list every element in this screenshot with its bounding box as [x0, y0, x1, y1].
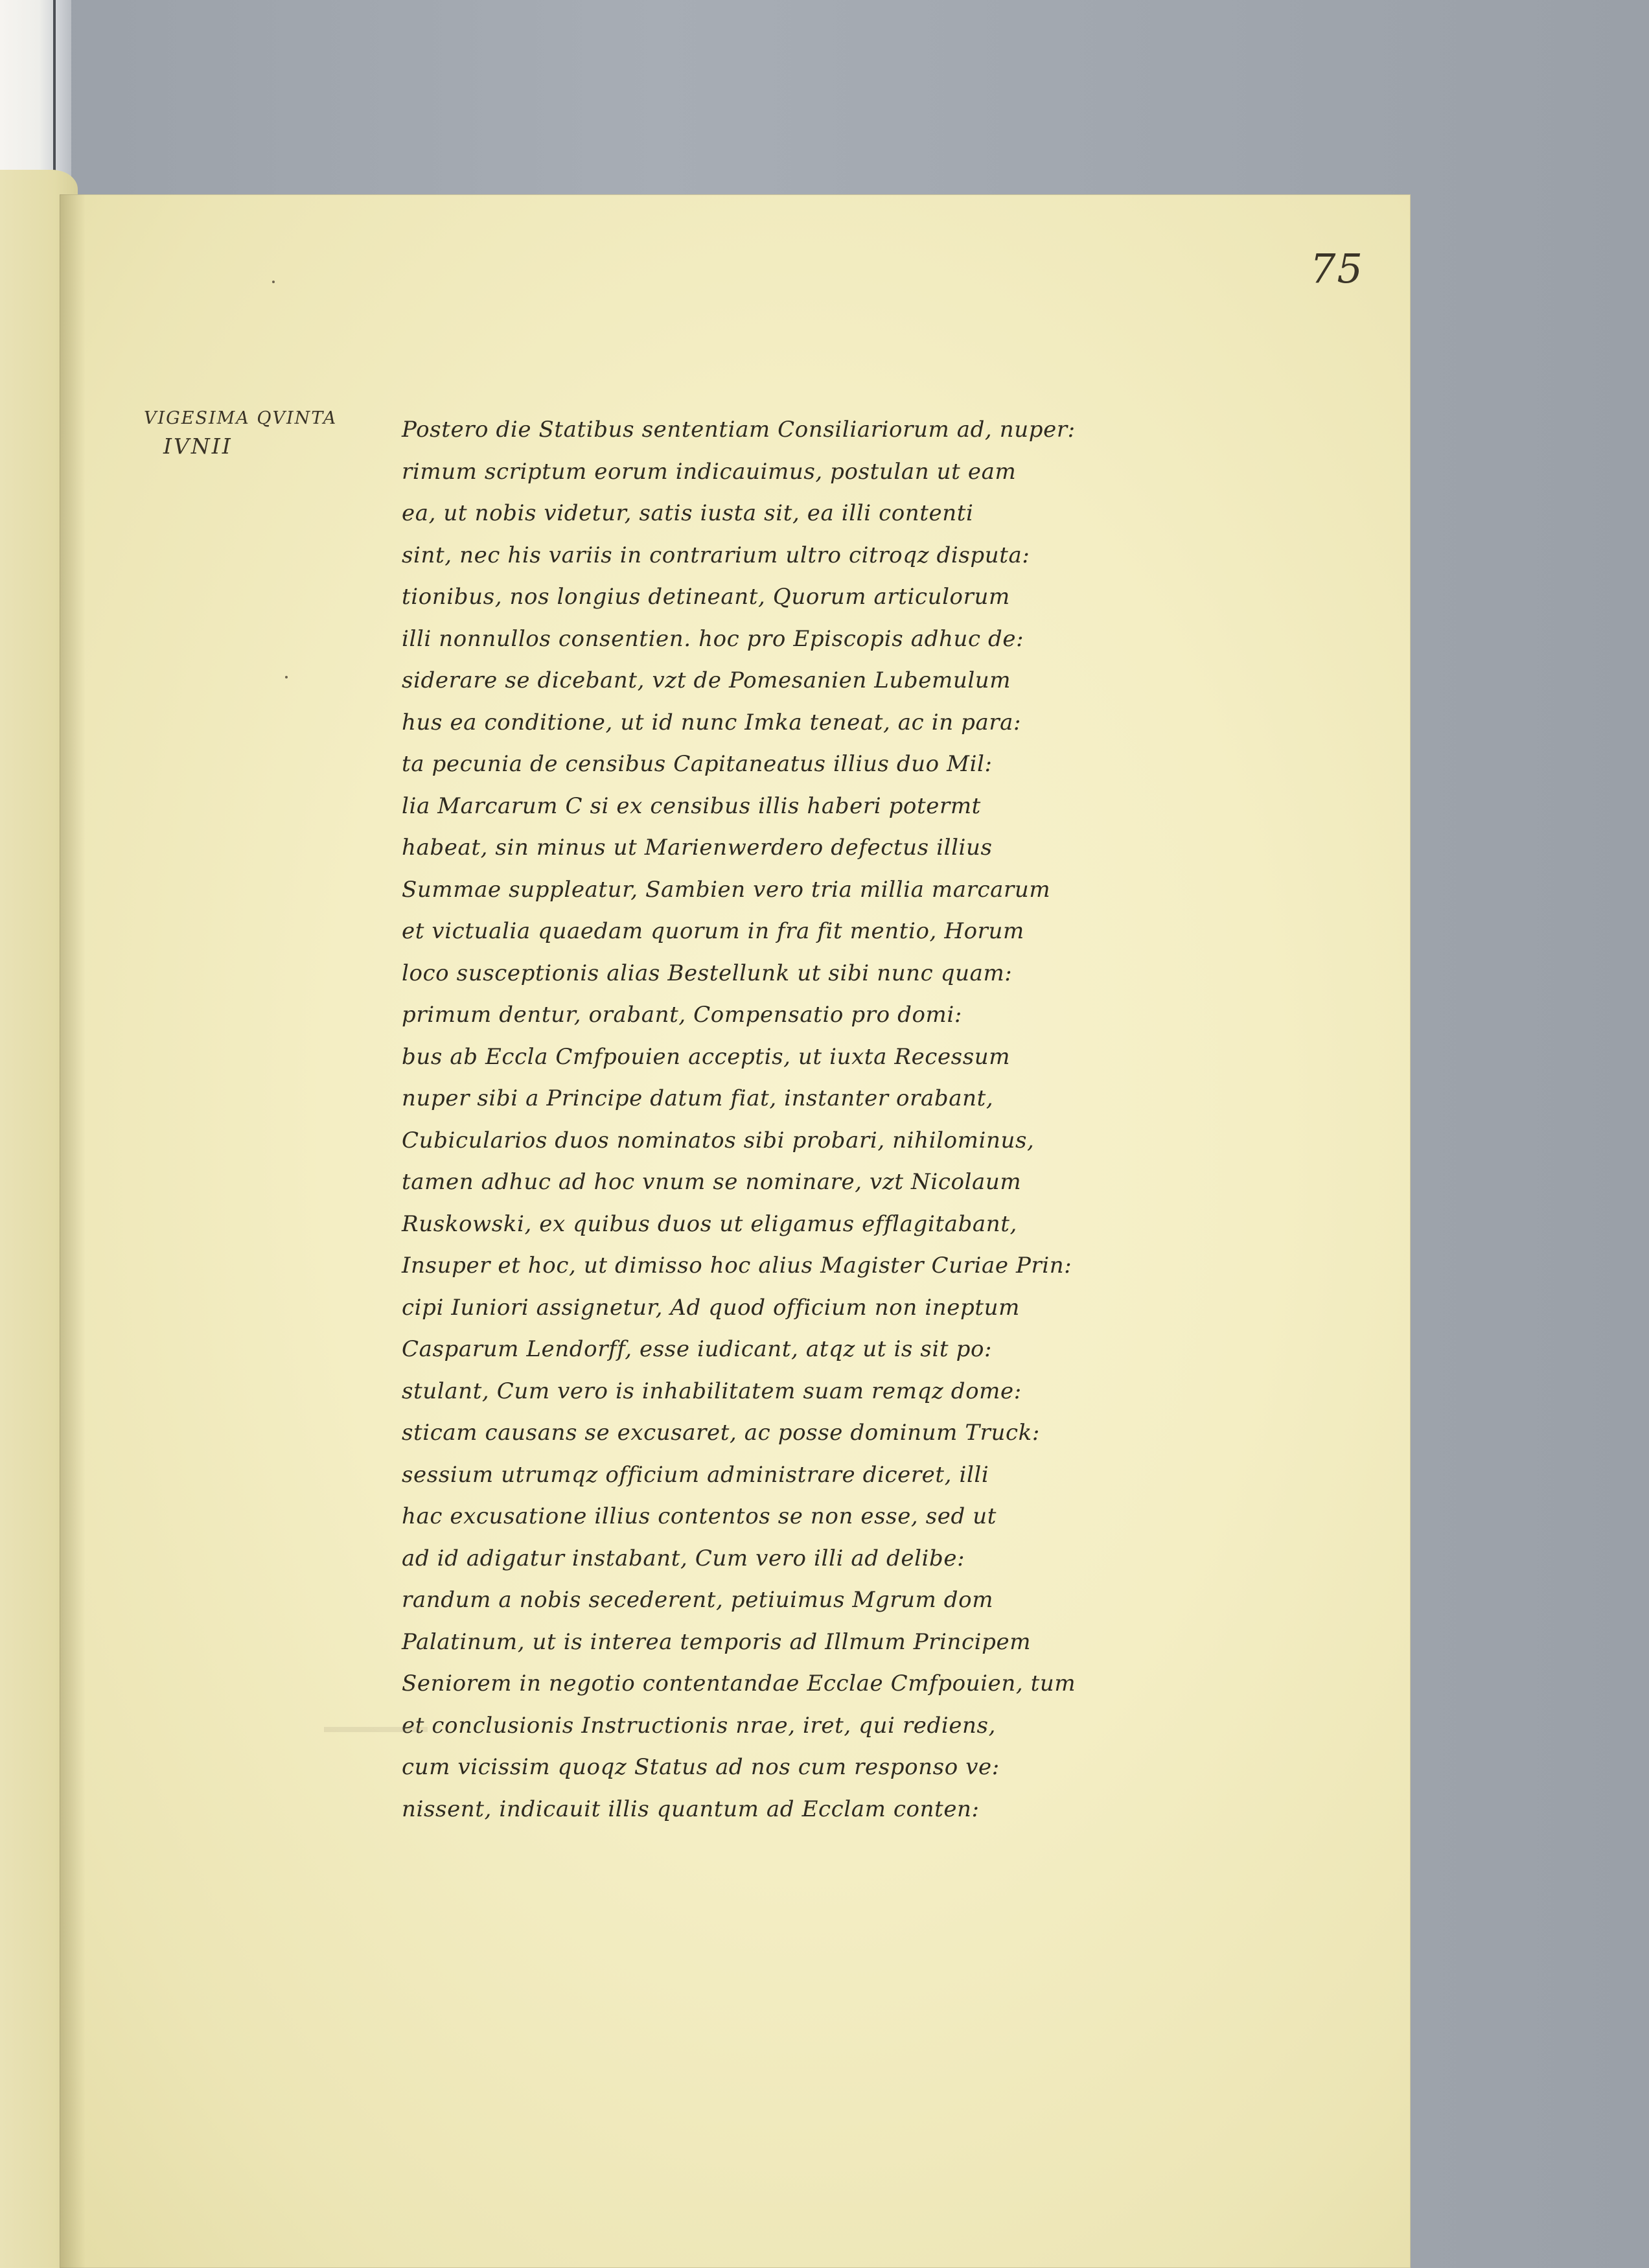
text-line: sticam causans se excusaret, ac posse dominum Truck: — [402, 1420, 1040, 1446]
margin-note-day: VIGESIMA QVINTA — [144, 408, 338, 428]
text-line: ad id adigatur instabant, Cum vero illi ad delibe: — [402, 1545, 965, 1571]
ink-speck — [272, 281, 275, 283]
text-line: cum vicissim quoqz Status ad nos cum responso ve: — [402, 1754, 1000, 1780]
text-line: Postero die Statibus sententiam Consiliariorum ad, nuper: — [402, 417, 1076, 443]
text-line: Cubicularios duos nominatos sibi probari, nihilominus, — [402, 1127, 1035, 1153]
text-line: tionibus, nos longius detineant, Quorum articulorum — [402, 584, 1010, 610]
text-line: et conclusionis Instructionis nrae, iret, qui rediens, — [402, 1712, 997, 1739]
text-line: habeat, sin minus ut Marienwerdero defectus illius — [402, 835, 993, 861]
margin-note-month: IVNII — [163, 434, 233, 459]
text-line: tamen adhuc ad hoc vnum se nominare, vzt Nicolaum — [402, 1169, 1022, 1195]
text-line: sint, nec his variis in contrarium ultro citroqz disputa: — [402, 542, 1030, 568]
margin-date-note — [144, 408, 390, 459]
faint-stain — [324, 1727, 428, 1732]
text-line: et victualia quaedam quorum in fra fit mentio, Horum — [402, 918, 1024, 944]
text-line: bus ab Eccla Cmfpouien acceptis, ut iuxta Recessum — [402, 1043, 1011, 1070]
text-line: ea, ut nobis videtur, satis iusta sit, ea illi contenti — [402, 500, 974, 526]
text-line: randum a nobis secederent, petiuimus Mgrum dom — [402, 1587, 994, 1613]
text-line: Seniorem in negotio contentandae Ecclae Cmfpouien, tum — [402, 1671, 1076, 1696]
text-line: sessium utrumqz officium administrare diceret, illi — [402, 1461, 989, 1488]
text-line: Palatinum, ut is interea temporis ad Illmum Principem — [402, 1628, 1032, 1655]
text-line: stulant, Cum vero is inhabilitatem suam remqz dome: — [402, 1378, 1022, 1404]
gutter-shadow — [60, 194, 86, 2268]
text-line: ta pecunia de censibus Capitaneatus illius duo Mil: — [402, 751, 993, 777]
text-line: hus ea conditione, ut id nunc Imka teneat, ac in para: — [402, 709, 1022, 735]
text-line: cipi Iuniori assignetur, Ad quod officium non ineptum — [402, 1294, 1020, 1321]
text-line: illi nonnullos consentien. hoc pro Episcopis adhuc de: — [402, 625, 1024, 652]
manuscript-text-block — [402, 411, 1205, 1832]
text-line: Insuper et hoc, ut dimisso hoc alius Magister Curiae Prin: — [402, 1253, 1072, 1279]
text-line: primum dentur, orabant, Compensatio pro domi: — [402, 1002, 962, 1028]
text-line: siderare se dicebant, vzt de Pomesanien Lubemulum — [402, 667, 1011, 693]
text-line: nuper sibi a Principe datum fiat, instanter orabant, — [402, 1085, 994, 1111]
folio-number: 75 — [1310, 245, 1364, 292]
text-line: loco susceptionis alias Bestellunk ut sibi nunc quam: — [402, 960, 1013, 986]
text-line: hac excusatione illius contentos se non esse, sed ut — [402, 1503, 997, 1529]
ink-speck — [285, 676, 288, 678]
text-line: Ruskowski, ex quibus duos ut eligamus efflagitabant, — [402, 1210, 1017, 1237]
text-line: Casparum Lendorff, esse iudicant, atqz ut is sit po: — [402, 1336, 993, 1362]
text-line: nissent, indicauit illis quantum ad Ecclam conten: — [402, 1796, 980, 1822]
text-line: rimum scriptum eorum indicauimus, postulan ut eam — [402, 458, 1017, 485]
text-line: lia Marcarum C si ex censibus illis haberi potermt — [402, 793, 981, 819]
text-line: Summae suppleatur, Sambien vero tria millia marcarum — [402, 876, 1051, 903]
